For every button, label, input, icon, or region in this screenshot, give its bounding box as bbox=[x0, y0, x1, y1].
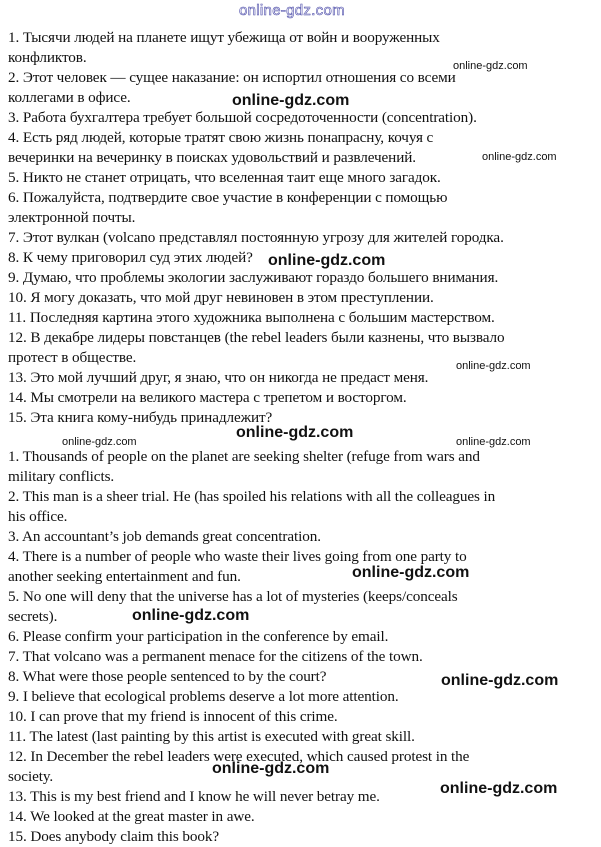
ru-line: 6. Пожалуйста, подтвердите свое участие в конференции с помощью bbox=[8, 189, 448, 206]
watermark: online-gdz.com bbox=[440, 780, 558, 797]
ru-line: электронной почты. bbox=[8, 209, 136, 226]
en-line: 15. Does anybody claim this book? bbox=[8, 828, 219, 845]
ru-line: коллегами в офисе. bbox=[8, 89, 131, 106]
en-line: 14. We looked at the great master in awe. bbox=[8, 808, 255, 825]
ru-line: 7. Этот вулкан (volcano представлял постоянную угрозу для жителей городка. bbox=[8, 229, 504, 246]
watermark: online-gdz.com bbox=[441, 672, 559, 689]
ru-line: 9. Думаю, что проблемы экологии заслуживают гораздо большего внимания. bbox=[8, 269, 499, 286]
ru-line: вечеринки на вечеринку в поисках удовольствий и развлечений. bbox=[8, 149, 416, 166]
ru-line: 15. Эта книга кому-нибудь принадлежит? bbox=[8, 409, 273, 426]
watermark: online-gdz.com bbox=[212, 760, 330, 777]
ru-line: конфликтов. bbox=[8, 49, 87, 66]
en-line: 9. I believe that ecological problems deserve a lot more attention. bbox=[8, 688, 399, 705]
ru-line: 8. К чему приговорил суд этих людей? bbox=[8, 249, 253, 266]
en-line: 2. This man is a sheer trial. He (has spoiled his relations with all the colleagues in bbox=[8, 488, 496, 505]
watermark-top: online-gdz.com bbox=[239, 2, 345, 19]
en-line: 7. That volcano was a permanent menace for the citizens of the town. bbox=[8, 648, 423, 665]
ru-line: протест в обществе. bbox=[8, 349, 137, 366]
en-line: military conflicts. bbox=[8, 468, 115, 485]
ru-line: 1. Тысячи людей на планете ищут убежища от войн и вооруженных bbox=[8, 29, 440, 46]
watermark: online-gdz.com bbox=[352, 564, 470, 581]
ru-line: 14. Мы смотрели на великого мастера с трепетом и восторгом. bbox=[8, 389, 407, 406]
watermark: online-gdz.com bbox=[456, 360, 531, 372]
watermark: online-gdz.com bbox=[236, 424, 354, 441]
watermark: online-gdz.com bbox=[232, 92, 350, 109]
en-line: secrets). bbox=[8, 608, 58, 625]
ru-line: 4. Есть ряд людей, которые тратят свою жизнь понапрасну, кочуя с bbox=[8, 129, 434, 146]
en-line: 8. What were those people sentenced to by the court? bbox=[8, 668, 327, 685]
watermark: online-gdz.com bbox=[456, 436, 531, 448]
en-line: 11. The latest (last painting by this artist is executed with great skill. bbox=[8, 728, 415, 745]
en-line: 3. An accountant’s job demands great concentration. bbox=[8, 528, 321, 545]
watermark: online-gdz.com bbox=[62, 436, 137, 448]
en-line: 10. I can prove that my friend is innocent of this crime. bbox=[8, 708, 338, 725]
en-line: society. bbox=[8, 768, 54, 785]
watermark: online-gdz.com bbox=[268, 252, 386, 269]
en-line: his office. bbox=[8, 508, 68, 525]
watermark: online-gdz.com bbox=[482, 151, 557, 163]
ru-line: 3. Работа бухгалтера требует большой сосредоточенности (concentration). bbox=[8, 109, 477, 126]
watermark: online-gdz.com bbox=[132, 607, 250, 624]
ru-line: 12. В декабре лидеры повстанцев (the rebel leaders были казнены, что вызвало bbox=[8, 329, 505, 346]
en-line: 13. This is my best friend and I know he will never betray me. bbox=[8, 788, 380, 805]
ru-line: 13. Это мой лучший друг, я знаю, что он никогда не предаст меня. bbox=[8, 369, 429, 386]
en-line: 4. There is a number of people who waste their lives going from one party to bbox=[8, 548, 467, 565]
en-line: 1. Thousands of people on the planet are seeking shelter (refuge from wars and bbox=[8, 448, 480, 465]
en-line: 5. No one will deny that the universe has a lot of mysteries (keeps/conceals bbox=[8, 588, 458, 605]
ru-line: 5. Никто не станет отрицать, что вселенная таит еще много загадок. bbox=[8, 169, 441, 186]
ru-line: 10. Я могу доказать, что мой друг невиновен в этом преступлении. bbox=[8, 289, 434, 306]
ru-line: 2. Этот человек — сущее наказание: он испортил отношения со всеми bbox=[8, 69, 456, 86]
ru-line: 11. Последняя картина этого художника выполнена с большим мастерством. bbox=[8, 309, 495, 326]
watermark: online-gdz.com bbox=[453, 60, 528, 72]
en-line: 6. Please confirm your participation in the conference by email. bbox=[8, 628, 389, 645]
en-line: another seeking entertainment and fun. bbox=[8, 568, 241, 585]
en-line: 12. In December the rebel leaders were executed, which caused protest in the bbox=[8, 748, 470, 765]
